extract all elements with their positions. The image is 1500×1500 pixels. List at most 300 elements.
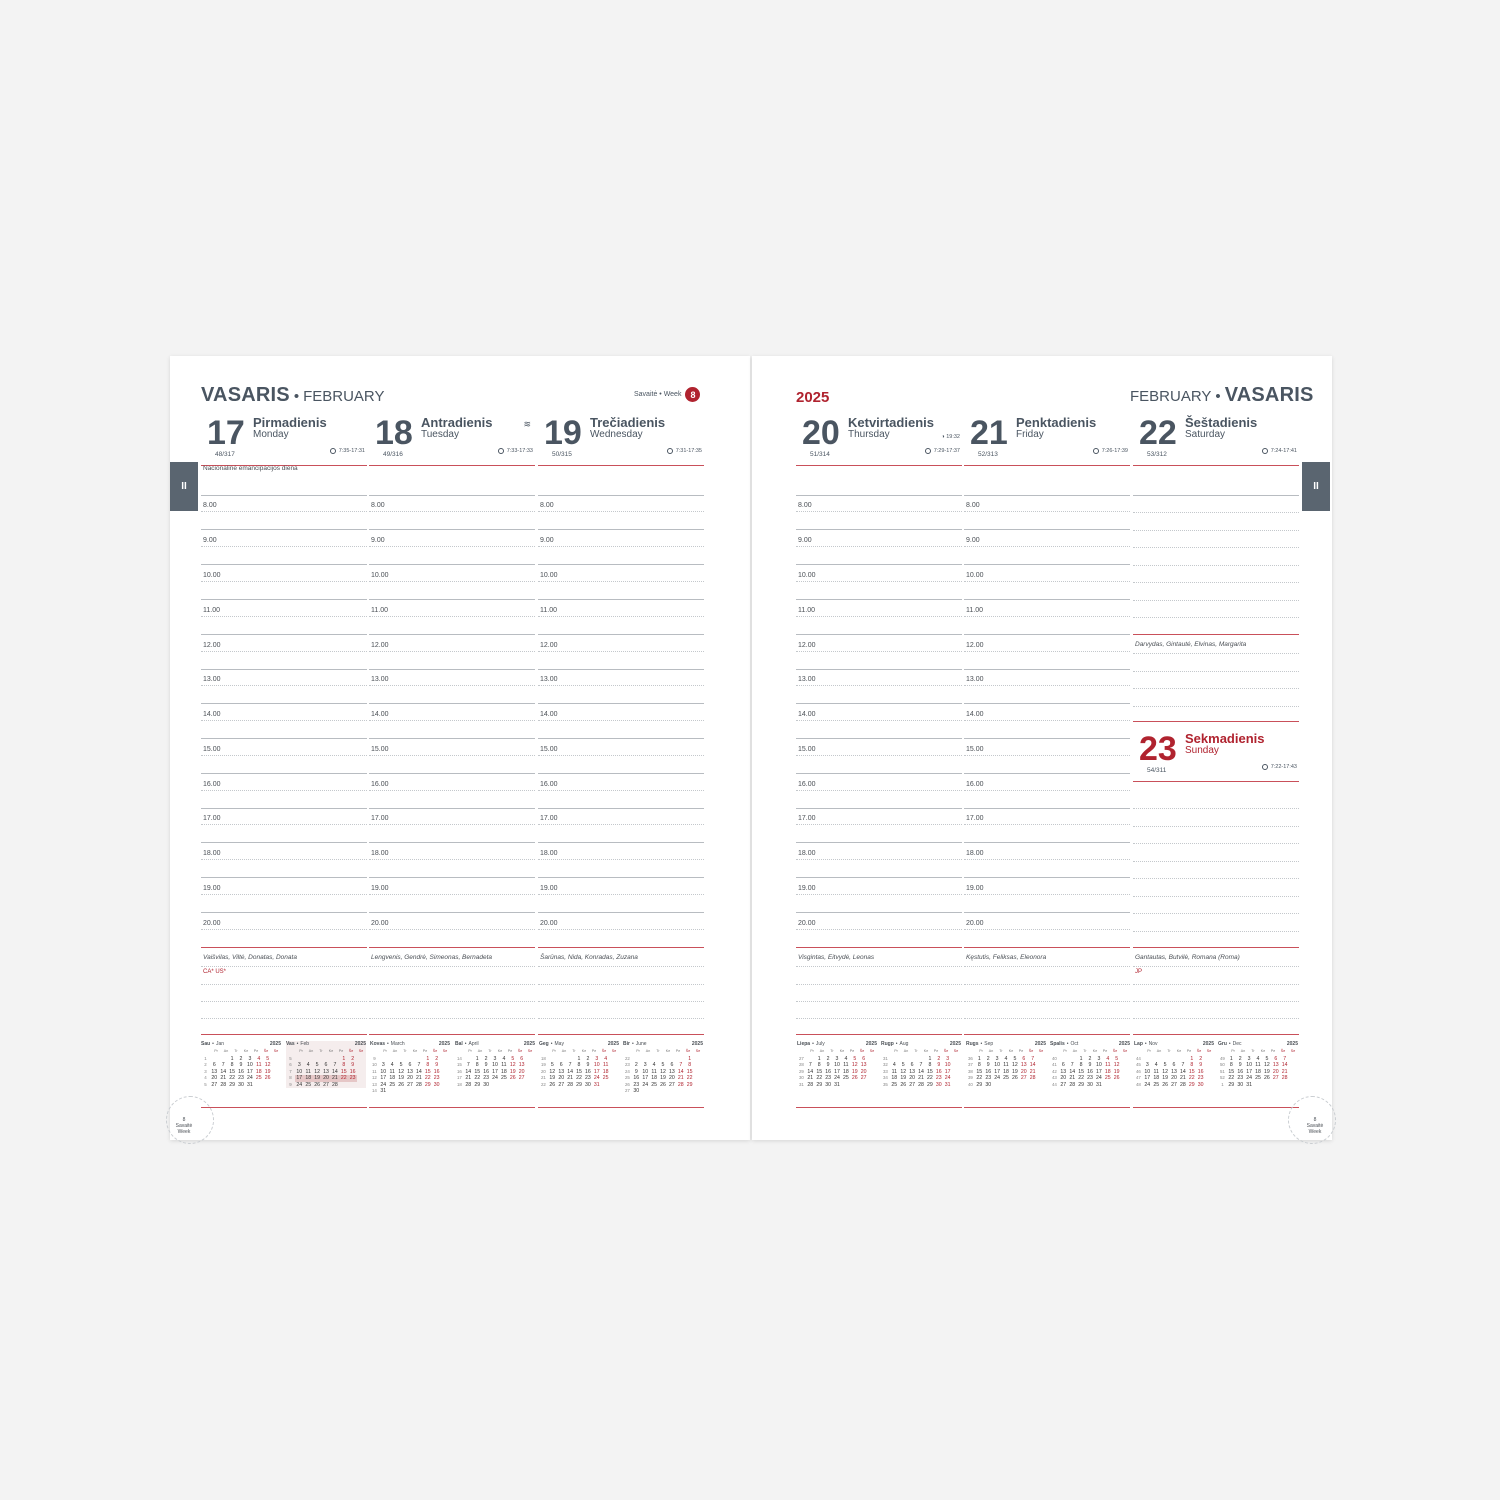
week-number: 5 [289, 1056, 292, 1061]
slot-half-line [369, 894, 535, 895]
month-en: Aug [899, 1041, 909, 1047]
date-cell: 27 [518, 1075, 525, 1082]
slot-line [796, 599, 962, 600]
day-of-year: 48/317 [215, 451, 235, 458]
date-cell: 20 [518, 1068, 525, 1075]
date-cell: 8 [475, 1062, 479, 1069]
blank-line [1133, 843, 1299, 844]
date-cell: 13 [558, 1068, 565, 1075]
date-cell: 14 [1281, 1062, 1288, 1069]
week-number: 7 [289, 1068, 292, 1074]
slot-line [538, 912, 704, 913]
month-en: May [554, 1041, 564, 1047]
date-cell [1010, 1082, 1019, 1088]
date-cell: 17 [1095, 1068, 1102, 1075]
separator: • [980, 1041, 983, 1047]
slot-line [201, 877, 367, 878]
month-lt: Geg [539, 1041, 549, 1047]
slot-line [796, 738, 962, 739]
date-cell: 10 [994, 1062, 1000, 1069]
slot-line [369, 912, 535, 913]
slot-line [796, 703, 962, 704]
weekday-label: Se [869, 1049, 875, 1053]
time-slot-label: 20.00 [966, 920, 984, 927]
date-cell: 4 [1256, 1056, 1260, 1062]
time-slot-label: 15.00 [371, 746, 389, 753]
slot-line [964, 599, 1130, 600]
time-slot-label: 19.00 [203, 885, 221, 892]
time-slot-label: 17.00 [798, 815, 816, 822]
week-number: 27 [798, 1056, 804, 1061]
day-number: 19 [544, 414, 582, 452]
slot-line [964, 877, 1130, 878]
time-slot-label: 14.00 [371, 711, 389, 718]
date-cell [508, 1082, 517, 1088]
weekday-row [539, 1049, 619, 1053]
time-slot-label: 9.00 [540, 537, 554, 544]
date-cell: 10 [834, 1062, 840, 1069]
sunrise-sunset [667, 448, 702, 454]
slot-line [201, 912, 367, 913]
date-cell [601, 1082, 610, 1088]
date-cell: 25 [500, 1075, 507, 1082]
date-cell [659, 1088, 668, 1094]
grid-spacer [1037, 1082, 1046, 1088]
date-cell [667, 1088, 676, 1094]
month-en: Jan [215, 1041, 224, 1047]
mini-calendar-title [797, 1041, 877, 1047]
weekday-label: Pr [214, 1049, 218, 1053]
time-slot-label: 16.00 [540, 781, 558, 788]
date-cell [993, 1082, 1002, 1088]
month-lt: Kovas [370, 1041, 386, 1047]
date-cell: 4 [844, 1056, 848, 1062]
date-cell: 27 [1060, 1081, 1067, 1088]
footer-week-lt: Savaitė [1306, 1123, 1324, 1129]
date-cell: 13 [211, 1068, 218, 1075]
date-cell: 22 [926, 1075, 933, 1082]
weekday-label: Se [953, 1049, 959, 1053]
week-number: 21 [540, 1075, 546, 1081]
time-slot-label: 8.00 [371, 502, 385, 509]
date-cell: 12 [398, 1068, 404, 1075]
date-cell: 29 [1228, 1081, 1235, 1088]
weekday-label: An [223, 1049, 229, 1053]
weekday-label: An [561, 1049, 567, 1053]
day-column [1133, 410, 1299, 1040]
date-cell: 12 [314, 1068, 320, 1075]
notes-line [1133, 984, 1299, 985]
blank-line [1133, 512, 1299, 513]
date-cell: 21 [220, 1075, 227, 1082]
date-cell: 24 [593, 1075, 600, 1082]
separator: • [812, 1041, 814, 1047]
month-name [539, 1041, 564, 1047]
date-grid [455, 1056, 535, 1088]
day-column [796, 410, 962, 1040]
calendar-bottom-line [538, 1107, 704, 1108]
slot-half-line [796, 685, 962, 686]
date-cell: 11 [891, 1068, 898, 1075]
date-cell [1262, 1082, 1271, 1088]
mini-calendar-title [455, 1041, 535, 1047]
separator: • [464, 1041, 467, 1047]
notes-line [201, 966, 367, 967]
calendar-bottom-line [1133, 1107, 1299, 1108]
day-number: 18 [375, 414, 413, 452]
date-cell: 4 [306, 1062, 310, 1069]
date-cell: 25 [305, 1081, 312, 1088]
calendar-top-line [964, 1034, 1130, 1035]
time-slot-label: 19.00 [966, 885, 984, 892]
week-badge [634, 387, 700, 402]
time-slot-label: 12.00 [203, 642, 221, 649]
date-cell: 28 [220, 1081, 227, 1088]
date-cell: 30 [584, 1081, 591, 1088]
day-number: 21 [970, 414, 1008, 452]
sunrise-sunset [1093, 448, 1128, 454]
slot-line [201, 529, 367, 530]
date-cell [650, 1088, 659, 1094]
date-cell: 30 [825, 1081, 831, 1088]
weekday-label: Pe [507, 1049, 513, 1053]
date-cell: 31 [380, 1088, 387, 1095]
separator: • [550, 1041, 553, 1047]
date-cell: 26 [851, 1075, 858, 1082]
calendar-bottom-line [369, 1107, 535, 1108]
weekday-label: Tr [234, 1049, 238, 1053]
time-slot-label: 15.00 [798, 746, 816, 753]
date-cell: 30 [633, 1088, 640, 1095]
date-cell: 25 [651, 1081, 657, 1088]
time-slot-label: 9.00 [966, 537, 980, 544]
date-cell: 12 [900, 1068, 907, 1075]
date-cell: 14 [465, 1068, 472, 1075]
date-cell: 16 [1197, 1068, 1204, 1075]
time-slot-label: 14.00 [966, 711, 984, 718]
week-number: 9 [373, 1056, 376, 1061]
time-slot-label: 11.00 [966, 607, 983, 614]
blank-line [1133, 582, 1299, 583]
day-name-en: Saturday [1185, 429, 1226, 440]
month-lt: VASARIS [1224, 384, 1314, 406]
blank-line [1133, 530, 1299, 531]
date-cell: 6 [520, 1056, 524, 1062]
date-cell: 10 [380, 1068, 387, 1075]
time-slot-label: 17.00 [203, 815, 221, 822]
notes-line [796, 1018, 962, 1019]
slot-half-line [796, 859, 962, 860]
date-cell [348, 1082, 357, 1088]
month-lt: Rugp [881, 1041, 894, 1047]
divider [538, 495, 704, 496]
date-cell: 15 [340, 1068, 347, 1075]
date-cell: 30 [1087, 1081, 1093, 1088]
date-cell: 8 [1079, 1062, 1083, 1069]
slot-line [201, 564, 367, 565]
sunrise-sunset [1262, 448, 1297, 454]
date-cell [423, 1088, 432, 1094]
time-slot-label: 13.00 [798, 676, 816, 683]
time-slot-label: 16.00 [203, 781, 221, 788]
slot-half-line [796, 894, 962, 895]
date-cell: 29 [474, 1081, 481, 1088]
date-cell: 8 [977, 1062, 981, 1069]
date-cell: 23 [349, 1075, 356, 1082]
date-cell: 26 [549, 1081, 556, 1088]
time-slot-label: 14.00 [203, 711, 221, 718]
time-slot-label: 12.00 [371, 642, 389, 649]
sun-times: 7:29-17:37 [933, 448, 960, 454]
mini-calendar-title [966, 1041, 1046, 1047]
separator: • [293, 388, 300, 405]
day-header [1133, 726, 1299, 782]
date-cell: 1 [688, 1056, 692, 1062]
time-slot-label: 13.00 [540, 676, 558, 683]
slot-half-line [964, 651, 1130, 652]
date-cell: 3 [995, 1056, 999, 1062]
date-cell: 17 [593, 1068, 600, 1075]
bottom-red-line [1133, 947, 1299, 948]
date-cell: 25 [1255, 1075, 1261, 1082]
calendar-top-line [201, 1034, 367, 1035]
date-cell: 11 [1003, 1062, 1009, 1069]
time-slot-label: 12.00 [798, 642, 816, 649]
slot-half-line [796, 755, 962, 756]
slot-half-line [964, 894, 1130, 895]
date-cell: 11 [1105, 1062, 1111, 1069]
slot-line [964, 912, 1130, 913]
grid-spacer [694, 1088, 703, 1094]
date-cell: 10 [492, 1062, 498, 1069]
week-number: 47 [1135, 1075, 1141, 1081]
weekday-label: Še [1196, 1049, 1202, 1053]
footer-week-lt: Savaitė [175, 1123, 193, 1129]
date-cell: 23 [1237, 1075, 1244, 1082]
date-cell: 20 [558, 1075, 565, 1082]
week-number: 14 [456, 1056, 462, 1061]
month-name [370, 1041, 405, 1047]
slot-half-line [201, 929, 367, 930]
date-cell: 20 [323, 1075, 329, 1082]
separator: • [1144, 1041, 1147, 1047]
weekday-label: Ke [581, 1049, 587, 1053]
slot-line [538, 703, 704, 704]
date-cell: 3 [381, 1062, 385, 1069]
date-cell: 15 [424, 1068, 431, 1075]
month-name [455, 1041, 479, 1047]
date-cell: 5 [901, 1062, 905, 1069]
left-month-tab[interactable] [170, 462, 198, 511]
mini-calendar [1218, 1041, 1298, 1088]
day-header [201, 410, 367, 466]
time-slot-label: 17.00 [966, 815, 984, 822]
mini-calendar [286, 1041, 366, 1088]
sun-times: 7:22-17:43 [1270, 764, 1297, 770]
date-cell: 15 [1078, 1068, 1084, 1075]
weekday-label: Pr [810, 1049, 814, 1053]
month-name [286, 1041, 309, 1047]
date-cell: 13 [860, 1062, 867, 1069]
sun-times: 7:26-17:39 [1101, 448, 1128, 454]
day-of-year: 53/312 [1147, 451, 1167, 458]
date-cell: 4 [1106, 1056, 1110, 1062]
date-cell: 11 [602, 1062, 609, 1069]
date-cell: 9 [484, 1062, 488, 1069]
day-header [538, 410, 704, 466]
date-cell: 18 [1104, 1068, 1111, 1075]
time-slot-label: 10.00 [203, 572, 221, 579]
weekday-label: Še [1112, 1049, 1118, 1053]
weekday-spacer [881, 1049, 891, 1053]
date-cell: 10 [944, 1062, 951, 1069]
date-cell [1271, 1082, 1280, 1088]
weekday-label: Pe [849, 1049, 855, 1053]
date-cell: 31 [834, 1081, 840, 1088]
blank-line [1133, 913, 1299, 914]
right-month-tab[interactable] [1302, 462, 1330, 511]
day-name-lt: Penktadienis [1016, 415, 1097, 430]
date-cell: 1 [817, 1056, 821, 1062]
day-name-en: Wednesday [590, 429, 643, 440]
slot-half-line [964, 685, 1130, 686]
date-cell: 8 [1190, 1062, 1194, 1069]
date-cell: 15 [474, 1068, 481, 1075]
date-cell: 17 [296, 1075, 303, 1082]
day-column [201, 410, 367, 1040]
date-cell: 13 [668, 1068, 675, 1075]
notes-line [1133, 966, 1299, 967]
day-number: 20 [802, 414, 840, 452]
blank-line [1133, 547, 1299, 548]
date-cell: 15 [926, 1068, 933, 1075]
slot-line [201, 669, 367, 670]
date-cell: 31 [944, 1081, 951, 1088]
week-number: 35 [882, 1081, 888, 1087]
date-cell: 16 [349, 1068, 356, 1075]
date-cell: 25 [602, 1075, 609, 1082]
week-number: 9 [289, 1081, 292, 1087]
date-cell: 12 [851, 1062, 858, 1069]
month-en: July [815, 1041, 825, 1047]
slot-line [964, 773, 1130, 774]
month-lt: Bal [455, 1041, 463, 1047]
date-cell: 3 [643, 1062, 647, 1069]
sun-icon [330, 448, 336, 454]
date-cell: 1 [577, 1056, 581, 1062]
notes-line [369, 966, 535, 967]
date-cell: 14 [918, 1068, 924, 1075]
blank-line [1133, 861, 1299, 862]
mini-calendar-title [1134, 1041, 1214, 1047]
date-cell: 7 [333, 1062, 337, 1069]
date-cell: 5 [1013, 1056, 1017, 1062]
weekday-label: Pe [253, 1049, 259, 1053]
date-cell: 9 [351, 1062, 355, 1069]
date-cell: 14 [1179, 1068, 1186, 1075]
date-cell [339, 1082, 348, 1088]
date-cell: 26 [264, 1075, 271, 1082]
day-column [538, 410, 704, 1040]
date-cell: 9 [826, 1062, 830, 1069]
sunrise-sunset [498, 448, 533, 454]
slot-line [369, 634, 535, 635]
week-number: 39 [967, 1075, 973, 1081]
slot-line [538, 738, 704, 739]
slot-line [964, 529, 1130, 530]
sun-icon [925, 448, 931, 454]
slot-half-line [964, 511, 1130, 512]
notes-line [964, 984, 1130, 985]
calendar-bottom-line [964, 1107, 1130, 1108]
slot-half-line [201, 581, 367, 582]
week-number: 33 [882, 1068, 888, 1074]
weekday-label: Pe [1102, 1049, 1108, 1053]
weekday-label: Še [1028, 1049, 1034, 1053]
weekday-row [286, 1049, 366, 1053]
slot-half-line [538, 929, 704, 930]
date-cell: 18 [1003, 1068, 1009, 1075]
week-label: Savaitė • Week [634, 391, 682, 398]
grid-spacer [952, 1082, 961, 1088]
date-cell: 12 [549, 1068, 556, 1075]
slot-line [796, 564, 962, 565]
slot-half-line [201, 824, 367, 825]
week-number: 48 [1135, 1081, 1141, 1087]
date-cell: 9 [435, 1062, 439, 1069]
weekday-label: Ke [1008, 1049, 1014, 1053]
date-cell: 4 [1004, 1056, 1008, 1062]
date-cell: 26 [314, 1081, 320, 1088]
date-cell: 31 [1095, 1081, 1102, 1088]
week-number: 19 [540, 1062, 546, 1068]
slot-half-line [201, 790, 367, 791]
day-name-lt: Antradienis [421, 415, 493, 430]
day-name-lt: Ketvirtadienis [848, 415, 934, 430]
month-name [966, 1041, 993, 1047]
weekday-label: Še [263, 1049, 269, 1053]
date-cell: 8 [928, 1062, 932, 1069]
slot-line [201, 842, 367, 843]
weekday-row [881, 1049, 961, 1053]
month-lt: Spalis [1050, 1041, 1065, 1047]
time-slot-label: 16.00 [798, 781, 816, 788]
week-number: 6 [289, 1062, 292, 1068]
date-cell: 20 [909, 1075, 915, 1082]
date-cell: 23 [1197, 1075, 1204, 1082]
slot-half-line [538, 546, 704, 547]
slot-line [538, 529, 704, 530]
sun-icon [1262, 764, 1268, 770]
date-cell: 8 [1229, 1062, 1233, 1069]
time-slot-label: 9.00 [371, 537, 385, 544]
date-cell: 17 [380, 1075, 387, 1082]
date-cell: 21 [677, 1075, 684, 1082]
date-cell: 18 [389, 1075, 396, 1082]
time-slot-label: 19.00 [540, 885, 558, 892]
date-cell [850, 1082, 859, 1088]
date-cell [517, 1082, 526, 1088]
date-cell [397, 1088, 406, 1094]
date-cell: 14 [1029, 1062, 1036, 1069]
date-cell: 28 [415, 1081, 422, 1088]
weekday-label: Se [1122, 1049, 1128, 1053]
weekday-spacer [370, 1049, 380, 1053]
date-cell: 26 [1113, 1075, 1120, 1082]
date-cell: 16 [825, 1068, 831, 1075]
divider [796, 495, 962, 496]
date-cell: 25 [1153, 1081, 1160, 1088]
